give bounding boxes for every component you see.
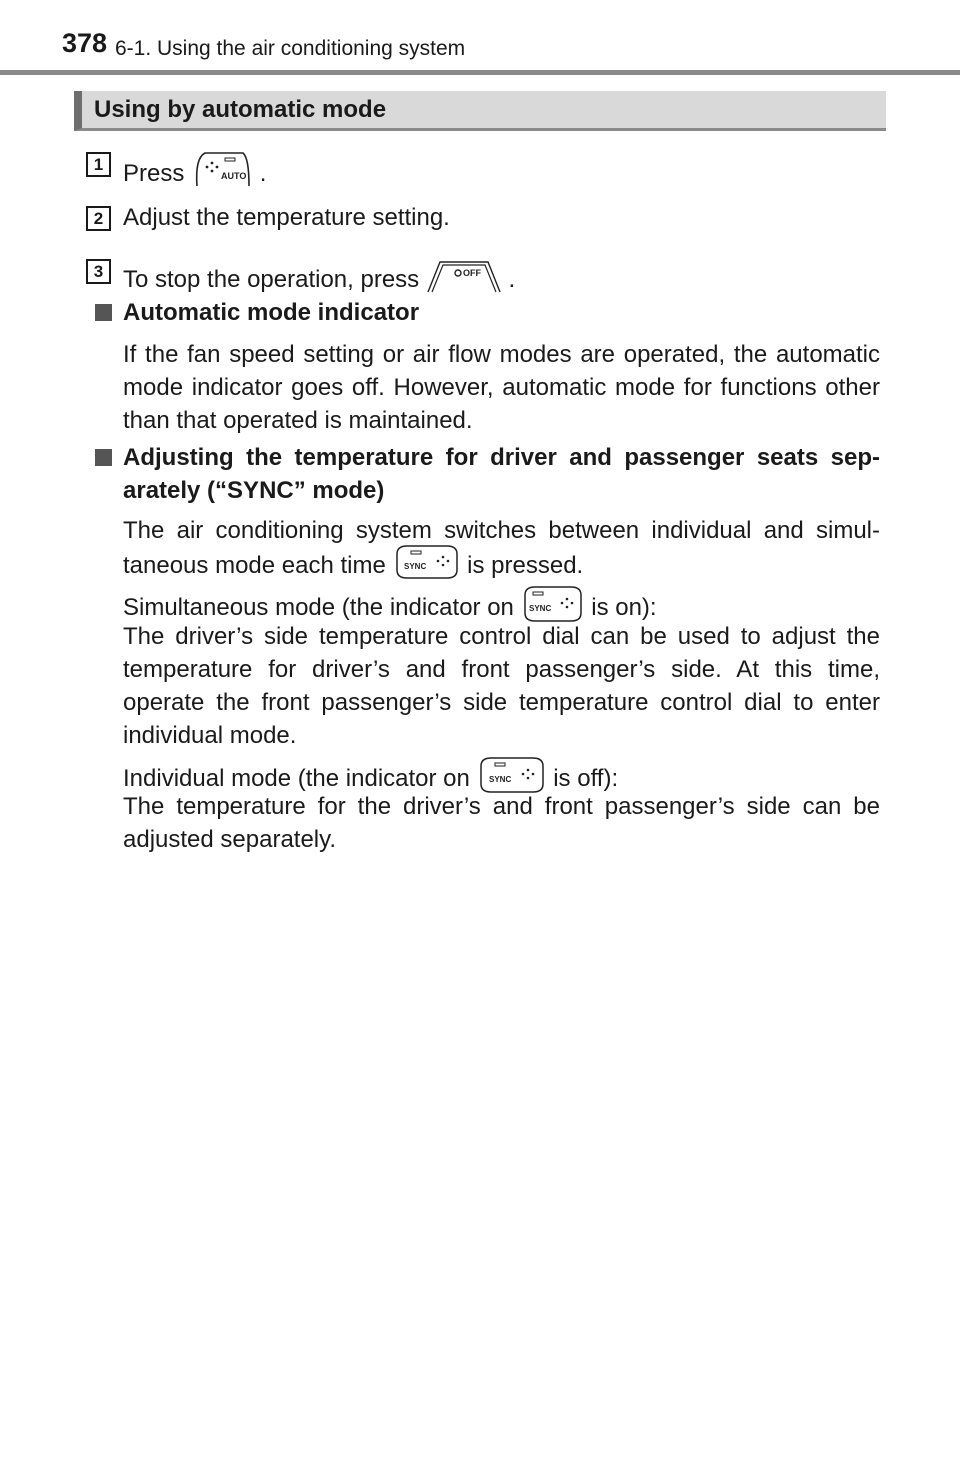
step-3-after: . (508, 265, 516, 293)
auto-button-icon (191, 150, 253, 199)
page-number: 378 (62, 28, 108, 58)
step-number-1: 1 (86, 152, 111, 177)
step-number-3: 3 (86, 259, 111, 284)
subheading-automatic-mode-indicator: Automatic mode indicator (95, 296, 885, 329)
title-bar (74, 91, 886, 131)
individual-mode-description: The temperature for the driver’s and front passenger’s side can be adjusted separately. (123, 793, 880, 853)
simultaneous-mode-line: Simultaneous mode (the indicator on SYNC is on): (123, 585, 657, 632)
svg-text:SYNC: SYNC (403, 562, 426, 571)
simultaneous-mode-description: The driver’s side temperature control dial can be used to adjust the temperature for driver’s and front passenger’s side. At this time, operate the front passenger’s side temperature control dial to enter individual mode. (123, 623, 880, 749)
step-number-2: 2 (86, 206, 111, 231)
step-2-text: Adjust the temperature setting. (123, 204, 450, 231)
step-3-before: To stop the operation, press (123, 265, 420, 293)
svg-text:SYNC: SYNC (488, 775, 511, 784)
svg-text:AUTO: AUTO (221, 171, 247, 181)
step-1-before: Press (123, 159, 185, 187)
svg-text:OFF: OFF (462, 268, 481, 278)
svg-text:SYNC: SYNC (528, 604, 551, 613)
header-rule (0, 70, 960, 75)
page-title: Using by automatic mode (94, 96, 387, 123)
square-bullet-icon (95, 304, 112, 321)
section-header: 6-1. Using the air conditioning system (115, 37, 466, 60)
paragraph-automatic-mode-indicator: If the fan speed setting or air flow modes are operated, the automatic mode indicator goes off. However, automatic mode for functions other than that operated is maintained. (123, 341, 880, 434)
sync-button-icon (393, 544, 461, 589)
step-1-text (123, 150, 266, 199)
subheading-sync-mode: Adjusting the temperature for driver and passenger seats sep- arately (“SYNC” mode) (95, 441, 885, 474)
individual-mode-line: Individual mode (the indicator on SYNC is off): (123, 756, 618, 803)
step-1-after: . (259, 159, 267, 187)
sync-paragraph-line1: The air conditioning system switches between individual and simul- (123, 517, 880, 544)
square-bullet-icon (95, 449, 112, 466)
sync-paragraph-line2: taneous mode each time SYNC is pressed. (123, 544, 583, 589)
